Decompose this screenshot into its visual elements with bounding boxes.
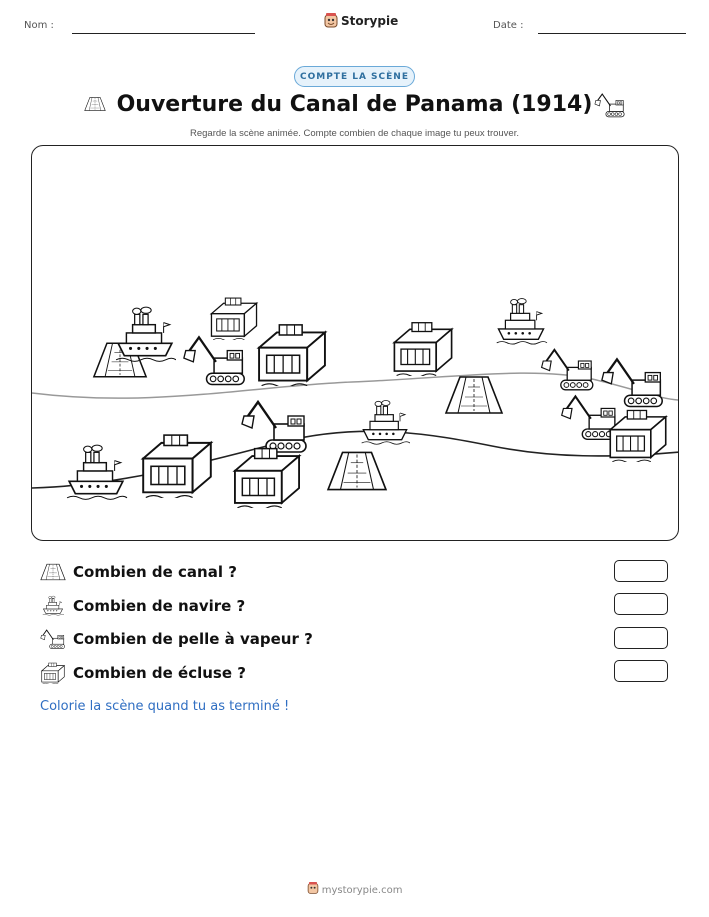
site-footer — [0, 882, 709, 896]
footer-site-link[interactable]: mystorypie.com — [321, 885, 403, 896]
storypie-mascot-icon — [324, 13, 338, 29]
scene-illustration — [32, 146, 679, 541]
brand-logo — [324, 13, 398, 29]
storypie-mascot-icon — [307, 882, 319, 895]
question-label: Combien de canal ? — [73, 563, 237, 581]
question-label: Combien de pelle à vapeur ? — [73, 630, 313, 648]
scene-ship — [497, 299, 547, 345]
scene-canal — [328, 452, 386, 489]
counting-scene[interactable] — [31, 145, 679, 541]
name-line[interactable] — [72, 33, 255, 34]
canal-icon — [40, 563, 66, 581]
lock-icon — [40, 662, 66, 684]
steam-shovel-icon — [40, 628, 66, 650]
steam-shovel-icon — [594, 92, 626, 118]
scene-ship — [116, 307, 176, 361]
scene-ship — [362, 401, 410, 445]
question-label: Combien de écluse ? — [73, 664, 246, 682]
answer-box-canal[interactable] — [614, 560, 668, 582]
scene-lock — [394, 323, 451, 377]
scene-lock — [143, 435, 211, 499]
scene-ship — [67, 445, 127, 499]
question-steam-shovel — [40, 626, 313, 652]
activity-badge: COMPTE LA SCÈNE — [294, 66, 415, 87]
scene-lock — [211, 298, 256, 341]
scene-canal — [446, 377, 502, 413]
scene-steam-shovel — [184, 337, 244, 384]
answer-box-lock[interactable] — [614, 660, 668, 682]
question-ship — [40, 593, 245, 619]
page-subtitle: Regarde la scène animée. Compte combien de chaque image tu peux trouver. — [189, 128, 519, 139]
answer-box-steam-shovel[interactable] — [614, 627, 668, 649]
scene-steam-shovel — [242, 402, 306, 452]
ship-icon — [40, 595, 66, 617]
page-title: Ouverture du Canal de Panama (1914) — [116, 92, 593, 117]
scene-lock — [259, 325, 325, 388]
question-canal — [40, 559, 237, 585]
question-lock — [40, 660, 246, 686]
name-label: Nom : — [24, 20, 54, 31]
date-line[interactable] — [538, 33, 686, 34]
question-label: Combien de navire ? — [73, 597, 246, 615]
answer-box-ship[interactable] — [614, 593, 668, 615]
scene-steam-shovel — [602, 359, 662, 406]
scene-lock — [610, 410, 665, 463]
scene-steam-shovel — [562, 396, 617, 439]
scene-steam-shovel — [542, 350, 593, 390]
coloring-instruction: Colorie la scène quand tu as terminé ! — [40, 699, 290, 714]
brand-name: Storypie — [341, 14, 399, 28]
date-label: Date : — [493, 20, 524, 31]
scene-lock — [235, 449, 299, 510]
